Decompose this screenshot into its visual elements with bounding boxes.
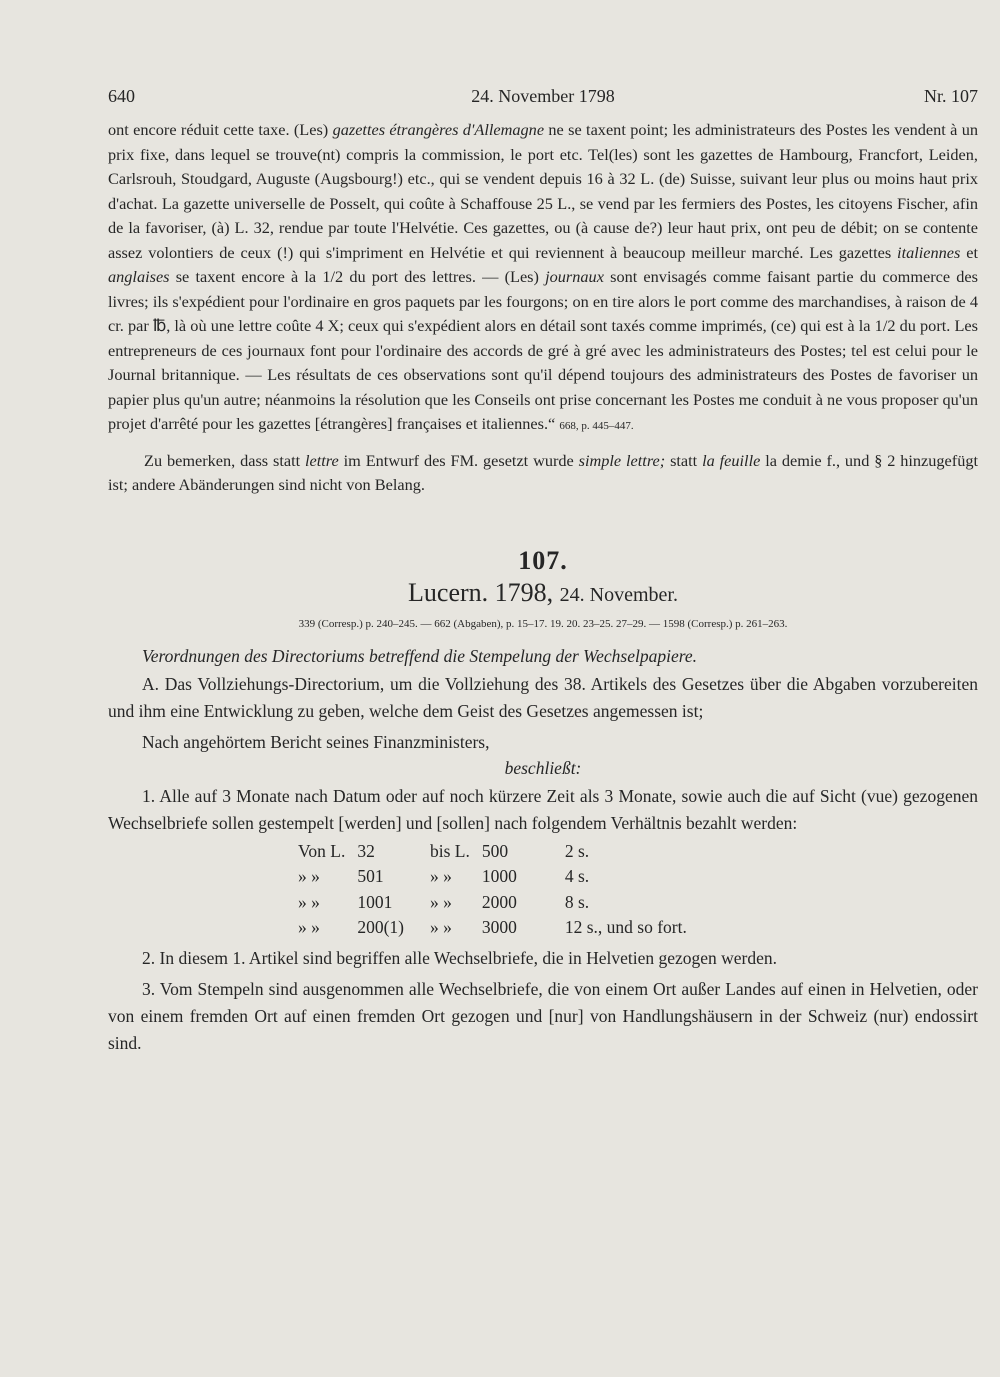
table-row [298, 839, 699, 865]
article-3: 3. Vom Stempeln sind ausgenommen alle Wechselbriefe, die von einem Ort außer Landes auf einen in Helvetien, oder von einem fremden Ort auf einen fremden Ort gezogen und [nur] von Handlungshäusern in der Schweiz (nur) endossirt sind. [108, 978, 978, 1053]
italic-run: simple lettre; [578, 450, 666, 470]
fraction: 1/2 [874, 316, 896, 335]
header-doc-number: Nr. 107 [924, 86, 978, 106]
fraction: 1/2 [322, 267, 344, 286]
table-cell: 12 s., und so fort. [564, 917, 687, 937]
table-cell: 3000 [481, 917, 517, 937]
document-number: 107. [518, 545, 568, 575]
text-run: du port. Les entrepreneurs de ces journaux font pour l'ordinaire des accords de gré à gré avec les administrateurs des Postes; tel est celui pour le Journal britannique. — Les résultats de ces observations sont qu'il dépend toujours des administrateurs des Postes de favoriser un papier plus qu'un autre; néanmoins la résolution que les Conseils ont prise concernant les Postes me conduit à ne vous proposer qu'un projet d'arrêté pour les gazettes [étrangères] françaises et italiennes.“ [108, 316, 978, 433]
table-cell: 500 [481, 840, 509, 861]
table-cell: 200(1) [357, 917, 404, 937]
italic-run: la feuille [702, 450, 761, 470]
paragraph-report: Nach angehörtem Bericht seines Finanzministers, [142, 731, 490, 752]
table-cell: 2 s. [564, 840, 590, 861]
table-cell: » » [298, 866, 320, 886]
page-number: 640 [108, 86, 135, 106]
table-cell: 32 [357, 840, 375, 861]
text-run: ne se taxent point; les administrateurs des Postes les vendent à un prix fixe, dans lequel se trouve(nt) compris la commission, le port etc. Tel(les) sont les gazettes de Hambourg, Francfort, Leiden, Carlsrouh, Stoudgard, Auguste (Augsbourg!) etc., qui se vendent depuis 16 à 32 L. (de) Suisse, suivant leur plus ou moins haut prix d'achat. La gazette universelle de Posselt, qui coûte à Schaffouse 25 L., se vend par les fermiers des Postes, les citoyens Fischer, afin de la favoriser, (à) L. 32, rendue par toute l'Helvétie. Ces gazettes, ou (à cause de?) leur haut prix, ont peu de débit; on se contente assez volontiers de ceux (!) qui s'impriment en Helvétie et qui reviennent à beaucoup meilleur marché. Les gazettes [108, 120, 978, 262]
italic-run: journaux [545, 267, 604, 286]
french-quote-paragraph [108, 118, 978, 439]
source-citation: 668, p. 445–447. [559, 420, 634, 432]
stamp-rate-table [298, 839, 699, 941]
italic-run: italiennes [897, 242, 961, 262]
text-run: la demie f., und § 2 hinzugefügt ist; andere Abänderungen sind nicht von Belang. [108, 450, 979, 494]
table-row [298, 864, 699, 890]
table-cell: » » [298, 891, 320, 912]
document-place-date [108, 578, 978, 608]
italic-run: anglaises [108, 267, 170, 286]
paragraph-a: A. Das Vollziehungs-Directorium, um die Vollziehung des 38. Artikels des Gesetzes über die Abgaben vorzubereiten und ihm eine Entwicklung zu geben, welche dem Geist des Gesetzes angemessen ist; [108, 673, 978, 721]
table-cell: 1000 [481, 866, 517, 886]
italic-run: lettre [305, 450, 339, 470]
article-2: 2. In diesem 1. Artikel sind begriffen alle Wechselbriefe, die in Helvetien gezogen werden. [142, 947, 778, 968]
document-date: 24. November. [559, 583, 678, 606]
archive-references: 339 (Corresp.) p. 240–245. — 662 (Abgaben), p. 15–17. 19. 20. 23–25. 27–29. — 1598 (Corresp.) p. 261–263. [298, 617, 788, 630]
article-1: 1. Alle auf 3 Monate nach Datum oder auf noch kürzere Zeit als 3 Monate, sowie auch die auf Sicht (vue) gezogenen Wechselbriefe sollen gestempelt [werden] und [sollen] nach folgendem Verhältnis bezahlt werden: [108, 785, 978, 833]
decides-heading: beschließt: [504, 757, 582, 778]
text-run: Zu bemerken, dass statt [144, 450, 306, 470]
text-run: et [960, 242, 978, 262]
table-cell: 501 [357, 866, 384, 886]
table-row [298, 915, 699, 941]
table-cell: 8 s. [564, 891, 590, 912]
running-header [108, 86, 978, 116]
text-run: sont envisagés comme faisant partie du commerce des livres; ils s'expédient pour l'ordinaire en gros paquets par les fourgons; on en tire alors le port comme des marchandises, à raison de 4 cr. par ℔, là où une lettre coûte 4 X; ceux qui s'expédient alors en détail sont taxés comme imprimés, (ce) qui est à la [108, 267, 978, 335]
table-cell: bis L. [429, 840, 470, 861]
italic-run: gazettes étrangères d'Allemagne [332, 120, 545, 139]
table-cell: » » [429, 917, 452, 937]
page-body [108, 118, 978, 1057]
table-cell: 1001 [357, 891, 393, 912]
text-run: ont encore réduit cette taxe. (Les) [108, 120, 333, 139]
text-run: statt [665, 450, 703, 470]
editorial-note [108, 449, 978, 498]
table-row [298, 890, 699, 916]
header-date: 24. November 1798 [471, 86, 615, 106]
document-title: Verordnungen des Directoriums betreffend die Stempelung der Wechselpapiere. [142, 645, 698, 666]
table-cell: » » [298, 917, 320, 937]
text-run: im Entwurf des FM. gesetzt wurde [338, 450, 579, 470]
table-cell: » » [429, 866, 452, 886]
text-run: du port des lettres. — (Les) [343, 267, 546, 286]
document-place: Lucern. 1798, [408, 577, 554, 607]
table-cell: 4 s. [564, 866, 590, 886]
table-cell: » » [429, 891, 452, 912]
table-cell: Von L. [298, 840, 346, 861]
table-cell: 2000 [481, 891, 517, 912]
text-run: se taxent encore à la [169, 267, 323, 286]
